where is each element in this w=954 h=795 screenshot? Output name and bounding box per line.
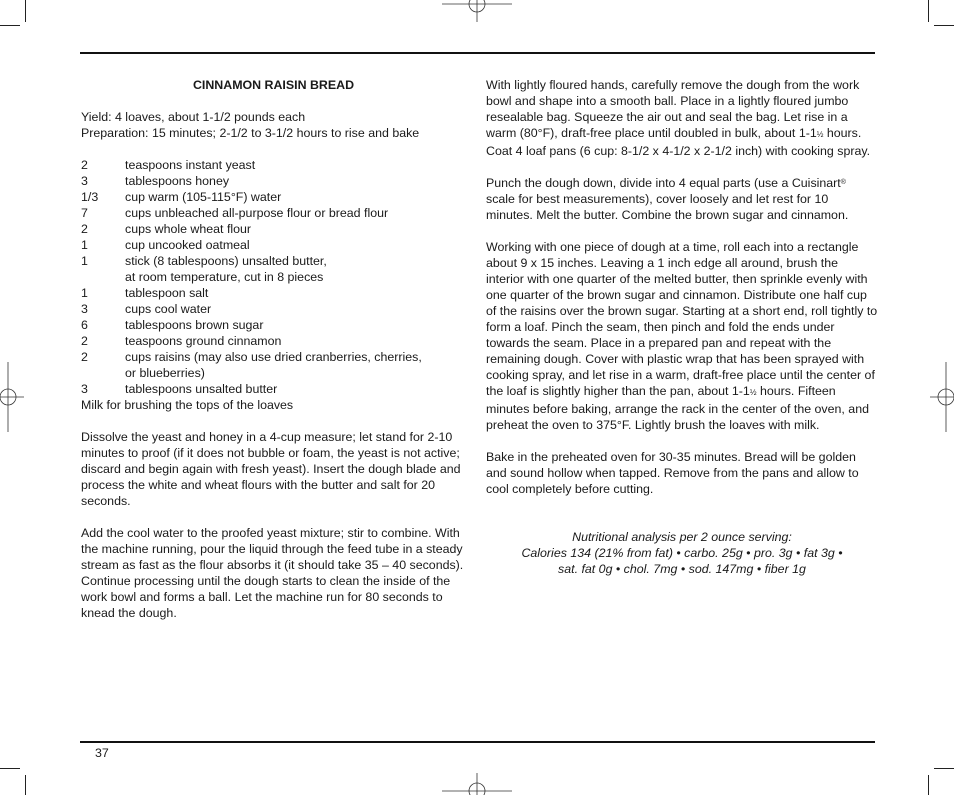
registration-mark-bottom	[442, 773, 512, 795]
ingredient-desc: cups unbleached all-purpose flour or bread flour	[125, 206, 389, 220]
crop-mark	[0, 768, 20, 769]
step-text: Punch the dough down, divide into 4 equal parts (use a Cuisinart	[486, 176, 841, 190]
ingredient-qty: 3	[81, 174, 88, 188]
ingredient-qty: 1	[81, 286, 88, 300]
crop-mark	[25, 775, 26, 795]
ingredient-desc	[125, 349, 466, 381]
ingredient-desc: tablespoons honey	[125, 174, 230, 188]
step-text: scale for best measurements), cover loosely and let rest for 10 minutes. Melt the butter. Combine the brown sugar and cinnamon.	[486, 192, 849, 222]
ingredient-row	[81, 349, 466, 381]
instruction-step-4	[486, 175, 878, 223]
fraction-half: ½	[816, 130, 824, 139]
top-rule	[80, 52, 875, 54]
registration-mark-left	[0, 362, 24, 432]
ingredient-qty: 3	[81, 302, 88, 316]
left-column	[81, 77, 466, 621]
right-column	[486, 77, 878, 577]
ingredient-row	[81, 205, 466, 221]
ingredient-desc: cups whole wheat flour	[125, 222, 252, 236]
ingredient-qty: 2	[81, 222, 88, 236]
ingredient-desc: cups cool water	[125, 302, 212, 316]
ingredient-desc: cup uncooked oatmeal	[125, 238, 250, 252]
registration-mark-right	[930, 362, 954, 432]
step-text: With lightly floured hands, carefully remove the dough from the work bowl and shape into a smooth ball. Place in a lightly floured jumbo resealable bag. Squeeze the air out and seal the bag. Let rise in a warm (80°F), draft-free place until doubled in bulk, about 1-1	[486, 78, 860, 140]
ingredient-row	[81, 221, 466, 237]
ingredient-row	[81, 333, 466, 349]
ingredient-desc: cup warm (105-115°F) water	[125, 190, 282, 204]
ingredient-desc	[125, 253, 466, 285]
bottom-rule	[80, 741, 875, 743]
crop-mark	[928, 0, 929, 22]
step-text: Working with one piece of dough at a time, roll each into a rectangle about 9 x 15 inches. Leaving a 1 inch edge all around, brush the interior with one quarter of the melted butter, then sprinkle evenly with one quarter of the brown sugar and cinnamon. Distribute one half cup of the raisins over the brown sugar. Starting at a short end, roll tightly to form a loaf. Pinch the seam, then pinch and fold the ends under towards the seam. Place in a prepared pan and repeat with the remaining dough. Cover with plastic wrap that has been sprayed with cooking spray, and let rise in a warm, draft-free place until the center of the loaf is slightly higher than the pan, about 1-1	[486, 240, 878, 398]
ingredient-qty: 1	[81, 238, 88, 252]
ingredient-row	[81, 285, 466, 301]
ingredient-qty: 2	[81, 158, 88, 172]
ingredient-row	[81, 253, 466, 285]
page-number: 37	[95, 746, 109, 760]
crop-mark	[934, 768, 954, 769]
ingredient-row	[81, 157, 466, 173]
ingredient-desc: teaspoons instant yeast	[125, 158, 256, 172]
step-text: hours. Fifteen minutes before baking, arrange the rack in the center of the oven, and preheat the oven to 375°F. Lightly brush the loaves with milk.	[486, 384, 869, 432]
ingredient-qty: 1/3	[81, 190, 99, 204]
ingredient-desc: teaspoons ground cinnamon	[125, 334, 282, 348]
ingredient-row	[81, 237, 466, 253]
ingredient-row	[81, 301, 466, 317]
nutrition-line: Calories 134 (21% from fat) • carbo. 25g • pro. 3g • fat 3g •	[521, 546, 843, 560]
recipe-yield: Yield: 4 loaves, about 1-1/2 pounds each	[81, 110, 306, 124]
crop-mark	[934, 25, 954, 26]
step-text: hours. Coat 4 loaf pans (6 cup: 8-1/2 x 4-1/2 x 2-1/2 inch) with cooking spray.	[486, 126, 871, 158]
fraction-half: ½	[749, 388, 757, 397]
crop-mark	[0, 25, 20, 26]
ingredient-desc-line: cups raisins (may also use dried cranberries, cherries,	[125, 350, 422, 364]
nutrition-line: sat. fat 0g • chol. 7mg • sod. 147mg • fiber 1g	[558, 562, 806, 576]
ingredient-desc-line: or blueberries)	[125, 366, 205, 380]
ingredient-qty: 2	[81, 350, 88, 364]
recipe-title: CINNAMON RAISIN BREAD	[192, 78, 355, 92]
ingredient-desc: tablespoon salt	[125, 286, 209, 300]
ingredient-qty: 3	[81, 382, 88, 396]
nutrition-heading: Nutritional analysis per 2 ounce serving:	[572, 530, 792, 544]
ingredient-desc: tablespoons unsalted butter	[125, 382, 278, 396]
ingredient-list	[81, 157, 466, 397]
nutrition-info	[486, 529, 878, 577]
instruction-step-5	[486, 239, 878, 433]
crop-mark	[928, 775, 929, 795]
recipe-preparation: Preparation: 15 minutes; 2-1/2 to 3-1/2 hours to rise and bake	[81, 126, 420, 140]
registration-mark-top	[442, 0, 512, 22]
instruction-step-1: Dissolve the yeast and honey in a 4-cup measure; let stand for 2-10 minutes to proof (if it does not bubble or foam, the yeast is not active; discard and begin again with fresh yeast). Insert the dough blade and process the white and wheat flours with the butter and salt for 20 seconds.	[81, 430, 461, 508]
ingredient-qty: 7	[81, 206, 88, 220]
ingredient-row	[81, 173, 466, 189]
ingredient-row	[81, 189, 466, 205]
ingredient-qty: 2	[81, 334, 88, 348]
ingredient-desc-line: stick (8 tablespoons) unsalted butter,	[125, 254, 327, 268]
registered-mark: ®	[840, 179, 846, 186]
ingredient-row	[81, 317, 466, 333]
ingredient-desc: tablespoons brown sugar	[125, 318, 264, 332]
crop-mark	[25, 0, 26, 22]
ingredient-qty: 1	[81, 254, 88, 268]
instruction-step-6: Bake in the preheated oven for 30-35 minutes. Bread will be golden and sound hollow when tapped. Remove from the pans and allow to cool completely before cutting.	[486, 450, 859, 496]
ingredient-qty: 6	[81, 318, 88, 332]
milk-note: Milk for brushing the tops of the loaves	[81, 398, 294, 412]
ingredient-row	[81, 381, 466, 397]
ingredient-desc-line: at room temperature, cut in 8 pieces	[125, 270, 324, 284]
instruction-step-3	[486, 77, 878, 159]
instruction-step-2: Add the cool water to the proofed yeast mixture; stir to combine. With the machine running, pour the liquid through the feed tube in a steady stream as fast as the flour absorbs it (it should take 35 – 40 seconds). Continue processing until the dough starts to clean the inside of the work bowl and forms a ball. Let the machine run for 80 seconds to knead the dough.	[81, 526, 464, 620]
